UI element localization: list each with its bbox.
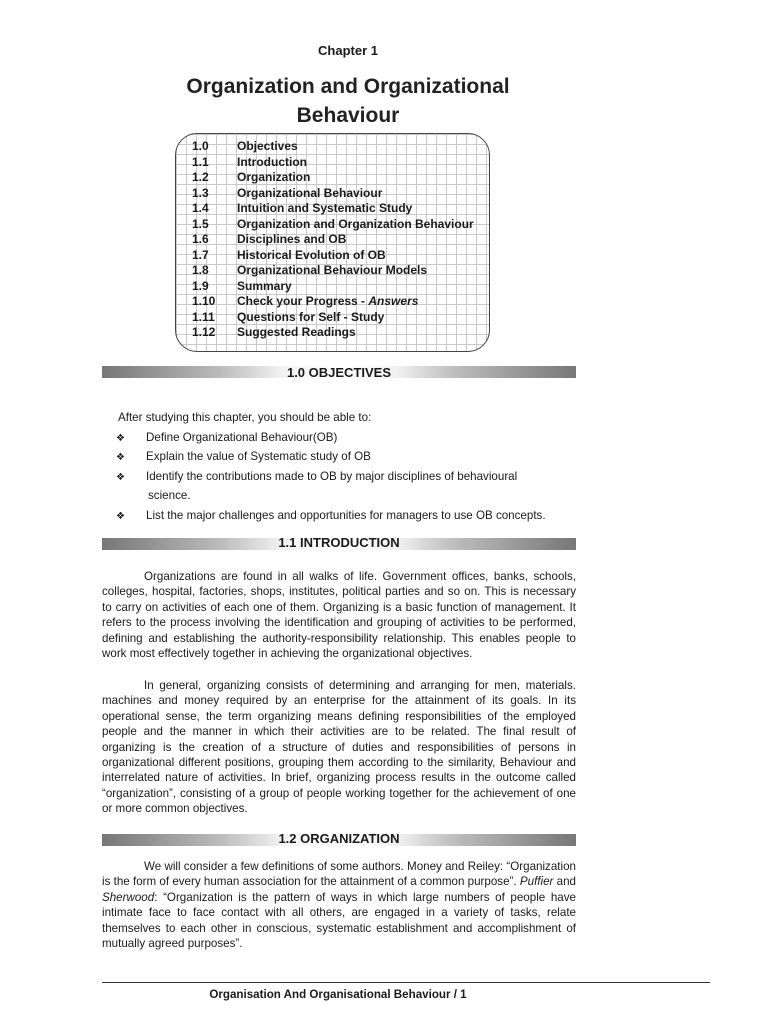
toc-item-label: Questions for Self - Study	[237, 309, 385, 324]
bullet-icon: ❖	[116, 433, 125, 444]
toc-item-emphasis: Answers	[368, 294, 419, 308]
toc-item-label: Historical Evolution of OB	[237, 247, 386, 262]
toc-item-label: Organization	[237, 170, 311, 184]
table-of-contents	[175, 133, 490, 352]
toc-item	[192, 170, 310, 186]
toc-item-number: 1.11	[192, 309, 215, 324]
paragraph-text: : “Organization is the pattern of ways in which large numbers of people have intimate face to face contact with all others, are engaged in a variety of tasks, relate themselves to each other in conscious, systematic establishment and accomplishment of mutually agreed purposes”.	[102, 890, 576, 951]
toc-item	[192, 310, 384, 326]
toc-item-label: Summary	[237, 278, 292, 293]
paragraph-text: Organizations are found in all walks of life. Government offices, banks, schools, colleges, hospital, factories, shops, institutes, political parties and so on. This is necessary to carry on activities of each one of them. Organizing is a basic function of management. It refers to the process involving the identification and grouping of activities to be performed, defining and establishing the authority-responsibility relationship. This enables people to work most effectively together in achieving the organizational objectives.	[102, 570, 576, 661]
chapter-title-line1: Organization and Organizational	[186, 75, 510, 98]
author-name: Sherwood	[102, 890, 155, 904]
toc-item	[192, 279, 292, 295]
toc-item-number: 1.8	[192, 263, 209, 277]
toc-item	[192, 232, 346, 248]
chapter-title	[0, 72, 696, 130]
toc-item-number: 1.4	[192, 201, 209, 215]
toc-item	[192, 155, 307, 171]
toc-item-number: 1.3	[192, 185, 209, 200]
bullet-icon: ❖	[116, 511, 125, 522]
organization-heading: 1.2 ORGANIZATION	[278, 831, 400, 846]
introduction-paragraph-2	[102, 678, 576, 817]
introduction-heading: 1.1 INTRODUCTION	[278, 535, 400, 550]
toc-item-number: 1.2	[192, 170, 209, 184]
list-item	[116, 430, 337, 447]
toc-item-number: 1.5	[192, 216, 209, 231]
toc-item	[192, 263, 427, 279]
toc-item-label: Organizational Behaviour	[237, 185, 383, 200]
toc-item-label: Organizational Behaviour Models	[237, 263, 428, 277]
bullet-icon: ❖	[116, 472, 125, 483]
paragraph-text: and	[553, 875, 576, 889]
list-item	[116, 449, 371, 466]
toc-item	[192, 248, 386, 264]
objectives-heading: 1.0 OBJECTIVES	[286, 365, 392, 380]
toc-item	[192, 139, 298, 155]
toc-item-number: 1.1	[192, 154, 209, 169]
list-item-text: Explain the value of Systematic study of OB	[146, 450, 371, 463]
list-item	[116, 508, 546, 525]
author-name: Puffier	[519, 875, 554, 889]
toc-item-label: Organization and Organization Behaviour	[237, 216, 474, 231]
toc-item-number: 1.12	[192, 325, 216, 339]
toc-item-number: 1.7	[192, 247, 209, 262]
page-footer: Organisation And Organisational Behaviour / 1	[209, 988, 467, 1001]
introduction-paragraph-1	[102, 569, 576, 661]
chapter-label: Chapter 1	[318, 43, 378, 58]
list-item	[116, 469, 517, 486]
toc-item-label: Intuition and Systematic Study	[237, 201, 413, 215]
toc-item-number: 1.0	[192, 139, 209, 153]
toc-item-number: 1.6	[192, 232, 209, 246]
organization-paragraph	[102, 859, 576, 951]
toc-item-label: Suggested Readings	[237, 325, 356, 339]
paragraph-text: In general, organizing consists of determining and arranging for men, materials. machines and money required by an enterprise for the attainment of its goals. In its operational sense, the term organizing means defining responsibilities of the employed people and the manner in which their activities are to be related. The final result of organizing is the creation of a structure of duties and responsibilities of persons in organizational different positions, grouping them according to the similarity, Behaviour and interrelated nature of activities. In brief, organizing process results in the outcome called “organization”, consisting of a group of people working together for the achievement of one or more common objectives.	[102, 679, 576, 816]
list-item-continuation: science.	[148, 489, 191, 502]
list-item-text: List the major challenges and opportunities for managers to use OB concepts.	[146, 509, 546, 522]
toc-item-number: 1.10	[192, 294, 216, 308]
toc-item	[192, 325, 356, 341]
footer-rule	[102, 982, 710, 983]
list-item-text: Define Organizational Behaviour(OB)	[146, 431, 338, 444]
bullet-icon: ❖	[116, 452, 125, 463]
toc-item	[192, 294, 418, 310]
toc-item-label: Check your Progress -	[237, 294, 369, 308]
chapter-title-line2: Behaviour	[296, 104, 400, 127]
toc-item	[192, 217, 474, 233]
list-item-text: Identify the contributions made to OB by major disciplines of behavioural	[146, 470, 518, 483]
toc-item	[192, 201, 412, 217]
paragraph-text: We will consider a few definitions of some authors. Money and Reiley: “Organization is the form of every human association for the attainment of a common purpose”.	[102, 860, 576, 889]
toc-item	[192, 186, 382, 202]
toc-item-label: Disciplines and OB	[237, 232, 347, 246]
toc-item-label: Introduction	[237, 154, 307, 169]
toc-item-number: 1.9	[192, 278, 209, 293]
toc-item-label: Objectives	[237, 139, 298, 153]
objectives-intro: After studying this chapter, you should be able to:	[118, 411, 372, 424]
